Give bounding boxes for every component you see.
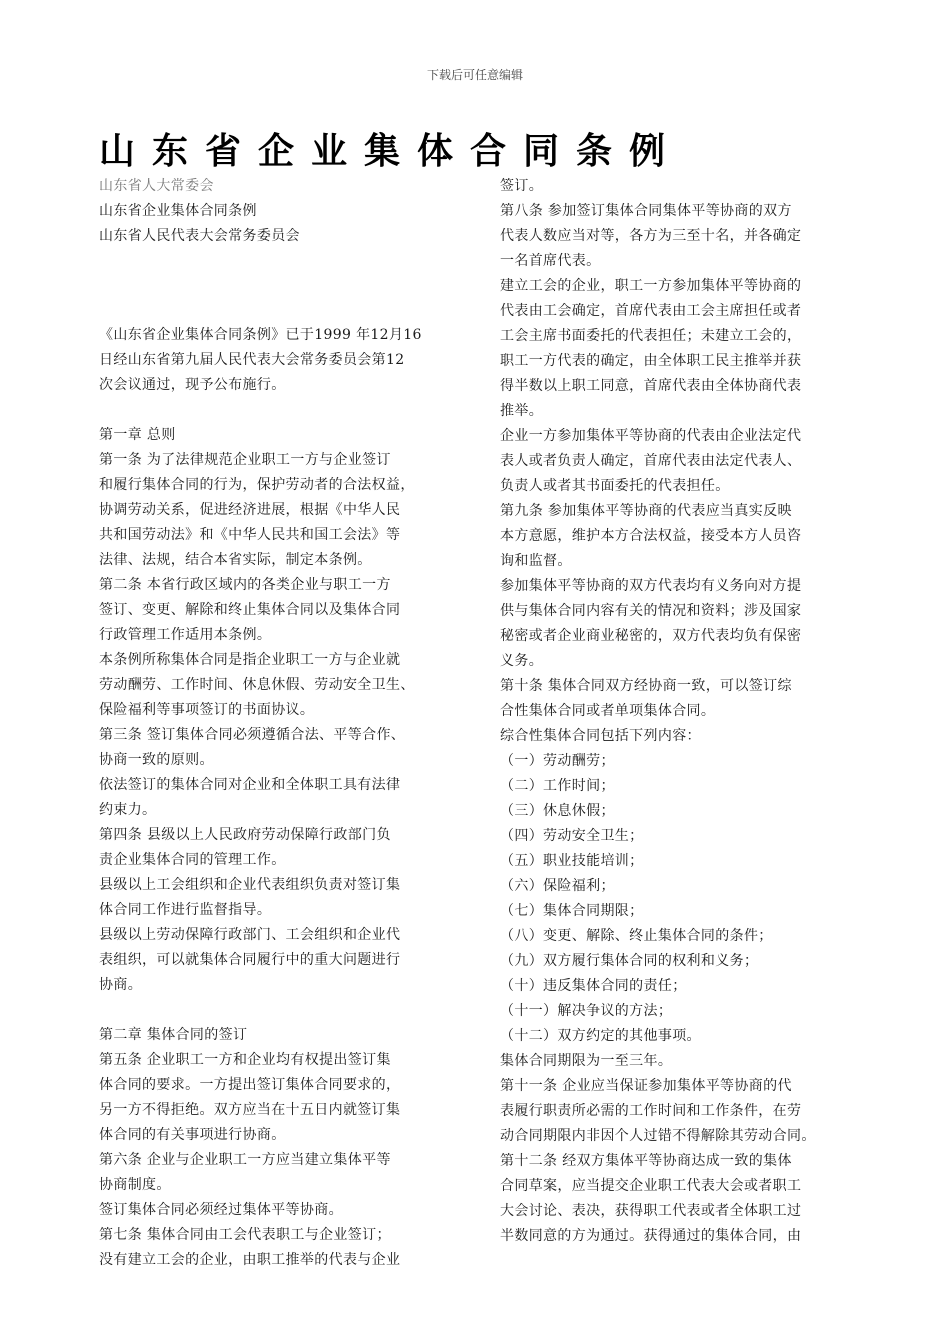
text-line: 半数同意的方为通过。获得通过的集体合同，由 <box>500 1228 802 1244</box>
text-line: 共和国劳动法》和《中华人民共和国工会法》等 <box>99 527 401 543</box>
text-line: 第三条 签订集体合同必须遵循合法、平等合作、 <box>99 727 406 743</box>
text-line: 第四条 县级以上人民政府劳动保障行政部门负 <box>99 827 391 843</box>
text-line: 第十一条 企业应当保证参加集体平等协商的代 <box>500 1078 792 1094</box>
text-line: 县级以上劳动保障行政部门、工会组织和企业代 <box>99 927 401 943</box>
text-line: 签订。 <box>500 178 544 194</box>
left-column <box>99 174 471 1273</box>
text-line: 行政管理工作适用本条例。 <box>99 627 272 643</box>
text-line: 第五条 企业职工一方和企业均有权提出签订集 <box>99 1052 391 1068</box>
text-line: 第十条 集体合同双方经协商一致，可以签订综 <box>500 678 792 694</box>
text-line: 《山东省企业集体合同条例》已于1999 年12月16 <box>99 327 422 343</box>
text-line: 综合性集体合同包括下列内容： <box>500 728 701 744</box>
right-column <box>500 174 860 1249</box>
intro-paragraph <box>99 323 471 398</box>
text-line: 询和监督。 <box>500 553 572 569</box>
text-line: 县级以上工会组织和企业代表组织负责对签订集 <box>99 877 401 893</box>
text-line: 劳动酬劳、工作时间、休息休假、劳动安全卫生、 <box>99 677 415 693</box>
text-line: 第一条 为了法律规范企业职工一方与企业签订 <box>99 452 391 468</box>
list-item: （十一）解决争议的方法； <box>500 1003 673 1019</box>
text-line: 体合同的要求。一方提出签订集体合同要求的， <box>99 1077 401 1093</box>
text-line: 体合同工作进行监督指导。 <box>99 902 272 918</box>
text-line: 义务。 <box>500 653 544 669</box>
text-line: 合性集体合同或者单项集体合同。 <box>500 703 716 719</box>
meta-line: 山东省企业集体合同条例 <box>99 203 257 219</box>
text-line: 次会议通过，现予公布施行。 <box>99 377 286 393</box>
list-item: （十二）双方约定的其他事项。 <box>500 1028 701 1044</box>
list-item: （六）保险福利； <box>500 878 615 894</box>
text-line: 约束力。 <box>99 802 157 818</box>
text-line: 一名首席代表。 <box>500 253 601 269</box>
list-item: （二）工作时间； <box>500 778 615 794</box>
document-title: 山东省企业集体合同条例 <box>99 130 683 172</box>
text-line: 表人或者负责人确定，首席代表由法定代表人、 <box>500 453 802 469</box>
text-line: 表组织，可以就集体合同履行中的重大问题进行 <box>99 952 401 968</box>
text-line: 建立工会的企业，职工一方参加集体平等协商的 <box>500 278 802 294</box>
document-meta <box>99 174 471 249</box>
text-line: 另一方不得拒绝。双方应当在十五日内就签订集 <box>99 1102 401 1118</box>
meta-line: 山东省人民代表大会常务委员会 <box>99 228 300 244</box>
text-line: 第七条 集体合同由工会代表职工与企业签订； <box>99 1227 391 1243</box>
list-item: （一）劳动酬劳； <box>500 753 615 769</box>
list-item: （十）违反集体合同的责任； <box>500 978 687 994</box>
text-line: 责企业集体合同的管理工作。 <box>99 852 286 868</box>
text-line: 得半数以上职工同意，首席代表由全体协商代表 <box>500 378 802 394</box>
text-line: 职工一方代表的确定，由全体职工民主推举并获 <box>500 353 802 369</box>
text-line: 签订、变更、解除和终止集体合同以及集体合同 <box>99 602 401 618</box>
list-item: （九）双方履行集体合同的权利和义务； <box>500 953 759 969</box>
text-line: 第六条 企业与企业职工一方应当建立集体平等 <box>99 1152 391 1168</box>
text-line: 表履行职责所必需的工作时间和工作条件，在劳 <box>500 1103 802 1119</box>
text-line: 参加集体平等协商的双方代表均有义务向对方提 <box>500 578 802 594</box>
text-line: 体合同的有关事项进行协商。 <box>99 1127 286 1143</box>
chapter-heading: 第一章 总则 <box>99 427 176 443</box>
text-line: 动合同期限内非因个人过错不得解除其劳动合同。 <box>500 1128 816 1144</box>
list-item: （五）职业技能培训； <box>500 853 644 869</box>
text-line: 本方意愿，维护本方合法权益，接受本方人员咨 <box>500 528 802 544</box>
list-item: （八）变更、解除、终止集体合同的条件； <box>500 928 773 944</box>
text-line: 工会主席书面委托的代表担任；未建立工会的， <box>500 328 802 344</box>
text-line: 依法签订的集体合同对企业和全体职工具有法律 <box>99 777 401 793</box>
text-line: 没有建立工会的企业，由职工推举的代表与企业 <box>99 1252 401 1268</box>
text-line: 和履行集体合同的行为，保护劳动者的合法权益， <box>99 477 415 493</box>
text-line: 法律、法规，结合本省实际，制定本条例。 <box>99 552 372 568</box>
text-line: 供与集体合同内容有关的情况和资料；涉及国家 <box>500 603 802 619</box>
text-line: 本条例所称集体合同是指企业职工一方与企业就 <box>99 652 401 668</box>
text-line: 日经山东省第九届人民代表大会常务委员会第12 <box>99 352 405 368</box>
text-line: 协商制度。 <box>99 1177 171 1193</box>
text-line: 协调劳动关系，促进经济进展，根据《中华人民 <box>99 502 401 518</box>
text-line: 负责人或者其书面委托的代表担任。 <box>500 478 730 494</box>
text-line: 第十二条 经双方集体平等协商达成一致的集体 <box>500 1153 792 1169</box>
text-line: 协商一致的原则。 <box>99 752 214 768</box>
text-line: 代表人数应当对等，各方为三至十名，并各确定 <box>500 228 802 244</box>
text-line: 集体合同期限为一至三年。 <box>500 1053 673 1069</box>
chapter-1-section <box>99 423 471 998</box>
text-line: 企业一方参加集体平等协商的代表由企业法定代 <box>500 428 802 444</box>
text-line: 协商。 <box>99 977 143 993</box>
text-line: 推举。 <box>500 403 544 419</box>
chapter-2-section <box>99 1023 471 1273</box>
text-line: 合同草案，应当提交企业职工代表大会或者职工 <box>500 1178 802 1194</box>
list-item: （四）劳动安全卫生； <box>500 828 644 844</box>
text-line: 大会讨论、表决，获得职工代表或者全体职工过 <box>500 1203 802 1219</box>
list-item: （三）休息休假； <box>500 803 615 819</box>
text-line: 秘密或者企业商业秘密的，双方代表均负有保密 <box>500 628 802 644</box>
chapter-heading: 第二章 集体合同的签订 <box>99 1027 248 1043</box>
text-line: 第二条 本省行政区域内的各类企业与职工一方 <box>99 577 391 593</box>
text-line: 第九条 参加集体平等协商的代表应当真实反映 <box>500 503 792 519</box>
meta-line: 山东省人大常委会 <box>99 178 214 194</box>
list-item: （七）集体合同期限； <box>500 903 644 919</box>
text-line: 代表由工会确定，首席代表由工会主席担任或者 <box>500 303 802 319</box>
text-line: 保险福利等事项签订的书面协议。 <box>99 702 315 718</box>
text-line: 签订集体合同必须经过集体平等协商。 <box>99 1202 343 1218</box>
download-note: 下载后可任意编辑 <box>426 68 523 82</box>
text-line: 第八条 参加签订集体合同集体平等协商的双方 <box>500 203 792 219</box>
